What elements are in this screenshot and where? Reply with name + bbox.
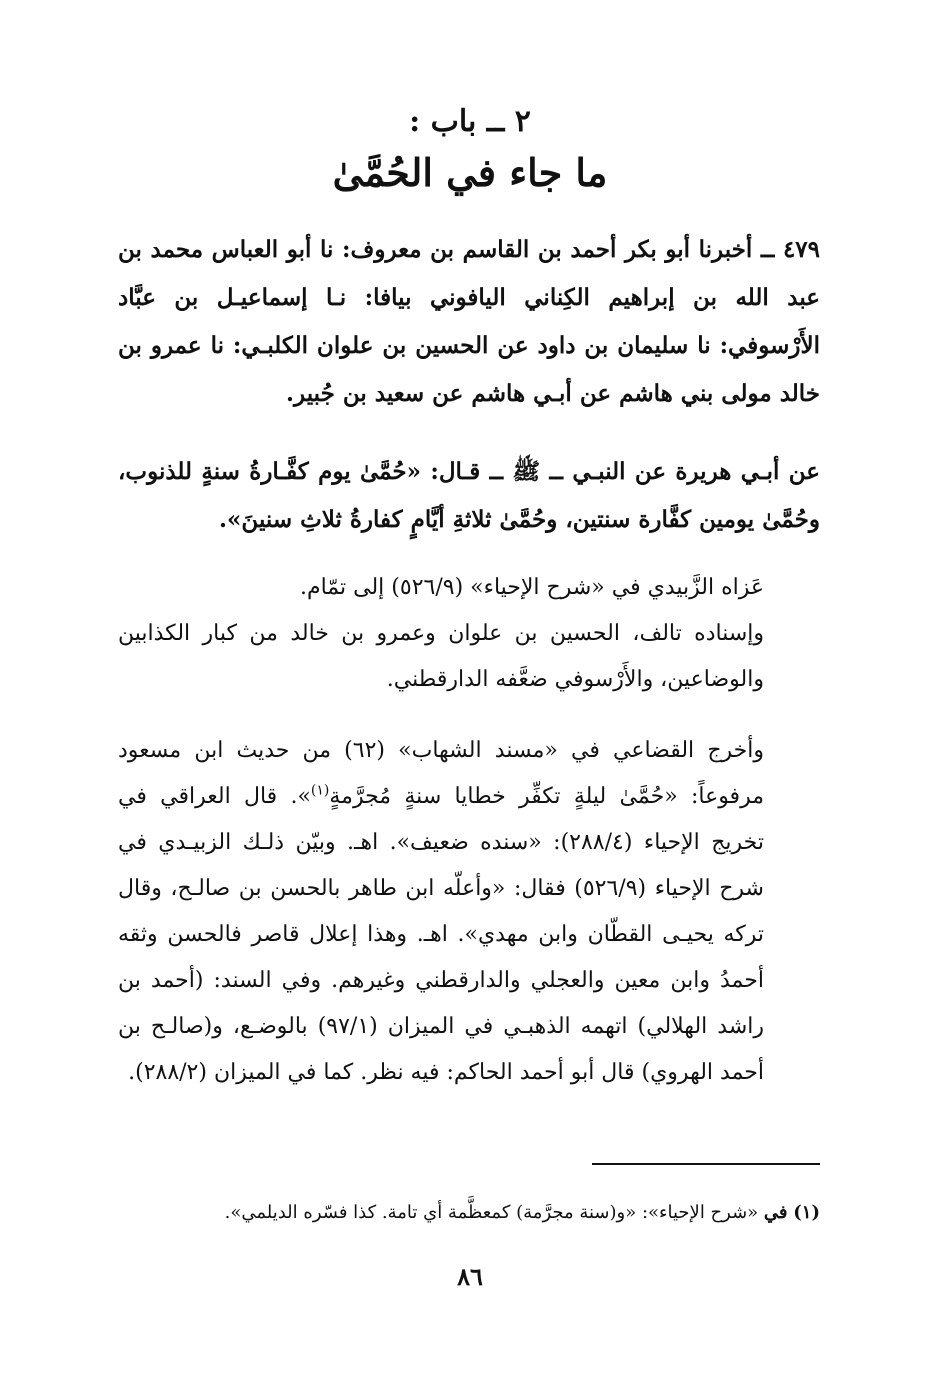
chapter-heading xyxy=(0,100,940,202)
commentary-paragraph-2 xyxy=(118,728,820,1096)
takhrij-before-ref: وأخرج القضاعي في «مسند الشهاب» (٦٢) من حديث ابن مسعود مرفوعاً: «حُمَّىٰ ليلةٍ تكفِّر خطايا سنةٍ مُجرَّمةٍ xyxy=(118,738,765,809)
footnote-text: «شرح الإحياء»: «و(سنة مجرَّمة) كمعظَّمة أي تامة. كذا فسّره الديلمي». xyxy=(224,1202,759,1223)
hadith-matn xyxy=(118,448,820,544)
commentary-line-grading: وإسناده تالف، الحسين بن علوان وعمرو بن خالد من كبار الكذابين والوضاعين، والأَرْسوفي ضعَّفه الدارقطني. xyxy=(118,621,764,692)
chapter-number: ٢ ــ باب : xyxy=(409,104,531,139)
commentary-paragraph-1 xyxy=(118,565,820,703)
matn-text: عن أبـي هريرة عن النبـي ــ ﷺ ــ قـال: «حُمَّىٰ يوم كفَّـارةُ سنةٍ للذنوب، وحُمَّىٰ يومين كفَّارة سنتين، وحُمَّىٰ ثلاثةِ أيَّامٍ كفارةُ ثلاثِ سنينَ». xyxy=(118,458,820,533)
footnote-prefix: في xyxy=(763,1202,788,1223)
takhrij-after-ref: ». قال العراقي في تخريج الإحياء (٢٨٨/٤): «سنده ضعيف». اهـ. وبيّن ذلـك الزبيـدي في شرح الإحياء (٥٢٦/٩) فقال: «وأعلّه ابن طاهر بالحسن بن صالـح، وقال تركه يحيـى القطّان وابن مهدي». اهـ. وهذا إعلال قاصر فالحسن وثقه أحمدُ وابن معين والعجلي والدارقطني وغيرهم. وفي السند: (أحمد بن راشد الهلالي) اتهمه الذهبـي في الميزان (٩٧/١) بالوضـع، و(صالـح بن أحمد الهروي) قال أبو أحمد الحاكم: فيه نظر. كما في الميزان (٢٨٨/٢). xyxy=(118,784,765,1085)
isnad-text: ٤٧٩ ــ أخبرنا أبو بكر أحمد بن القاسم بن معروف: نا أبو العباس محمد بن عبد الله بن إبراهيم الكِناني اليافوني بيافا: نـا إسماعيـل بن عبَّاد الأَرْسوفي: نا سليمان بن داود عن الحسين بن علوان الكلبـي: نا عمرو بن خالد مولى بني هاشم عن أبـي هاشم عن سعيد بن جُبير. xyxy=(118,236,820,407)
footnote-reference[interactable]: (١) xyxy=(310,782,330,799)
commentary-takhrij xyxy=(118,728,820,1096)
footnote-marker: (١) xyxy=(793,1202,820,1223)
commentary-line-attribution: عَزاه الزَّبيدي في «شرح الإحياء» (٥٢٦/٩) إلى تمّام. xyxy=(299,575,764,600)
page-number: ٨٦ xyxy=(457,1262,483,1291)
chapter-title: ما جاء في الحُمَّىٰ xyxy=(332,150,608,195)
hadith-isnad xyxy=(118,226,820,418)
footnote-divider xyxy=(592,1163,820,1165)
footnote xyxy=(118,1196,820,1230)
